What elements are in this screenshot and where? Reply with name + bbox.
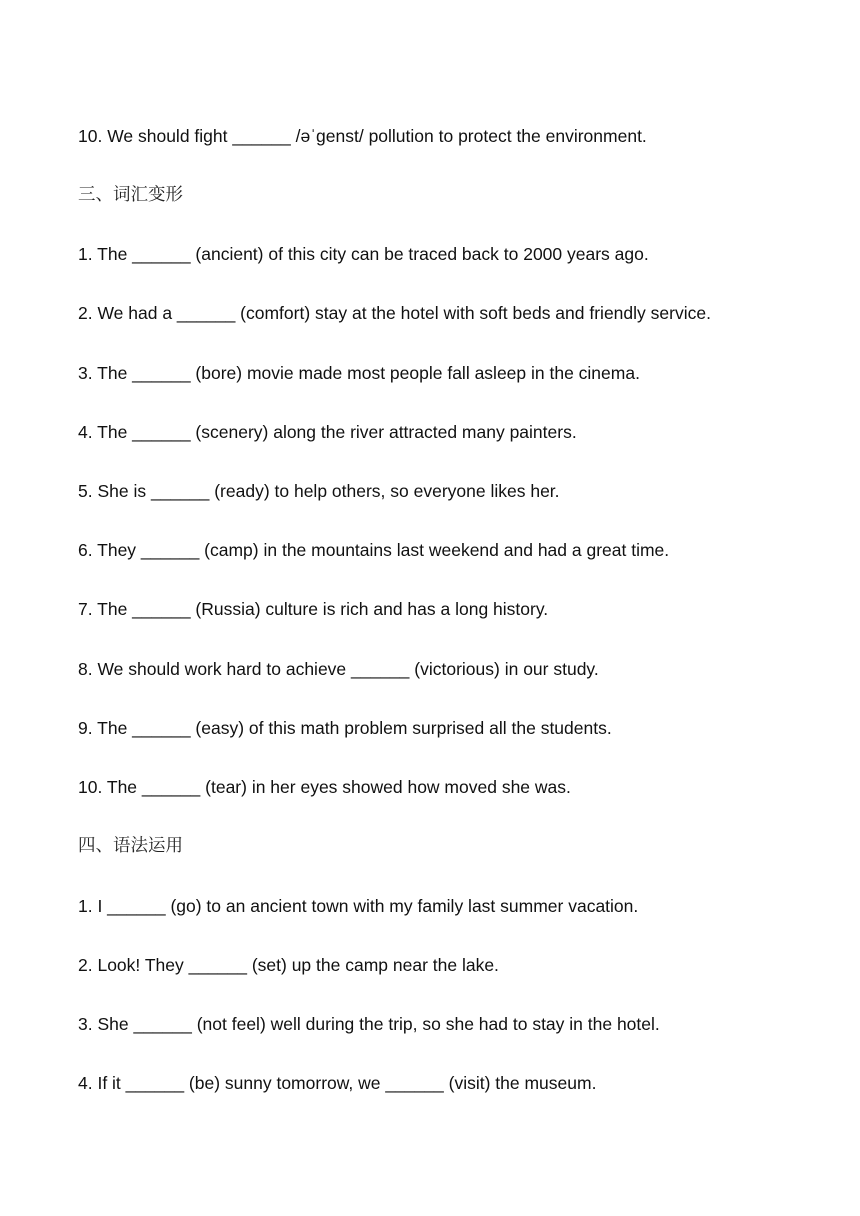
section-heading-vocabulary-transformation: 三、词汇变形 <box>78 185 183 205</box>
question-part2-10: 10. We should fight ______ /əˈgenst/ pollution to protect the environment. <box>78 126 647 146</box>
question-part3-6: 6. They ______ (camp) in the mountains last weekend and had a great time. <box>78 540 670 560</box>
question-part3-5: 5. She is ______ (ready) to help others, so everyone likes her. <box>78 481 560 501</box>
question-part3-10: 10. The ______ (tear) in her eyes showed how moved she was. <box>78 777 571 797</box>
question-part3-9: 9. The ______ (easy) of this math problem surprised all the students. <box>78 718 612 738</box>
question-part4-1: 1. I ______ (go) to an ancient town with my family last summer vacation. <box>78 896 639 916</box>
question-part3-7: 7. The ______ (Russia) culture is rich and has a long history. <box>78 599 549 619</box>
question-part3-8: 8. We should work hard to achieve ______ (victorious) in our study. <box>78 659 599 679</box>
question-part4-2: 2. Look! They ______ (set) up the camp near the lake. <box>78 955 499 975</box>
question-part4-3: 3. She ______ (not feel) well during the trip, so she had to stay in the hotel. <box>78 1014 660 1034</box>
question-part3-1: 1. The ______ (ancient) of this city can be traced back to 2000 years ago. <box>78 244 649 264</box>
question-part3-4: 4. The ______ (scenery) along the river attracted many painters. <box>78 422 577 442</box>
question-part3-2: 2. We had a ______ (comfort) stay at the hotel with soft beds and friendly service. <box>78 303 711 323</box>
question-part3-3: 3. The ______ (bore) movie made most people fall asleep in the cinema. <box>78 363 640 383</box>
question-part4-4: 4. If it ______ (be) sunny tomorrow, we ______ (visit) the museum. <box>78 1073 597 1093</box>
section-heading-grammar-usage: 四、语法运用 <box>78 836 183 856</box>
